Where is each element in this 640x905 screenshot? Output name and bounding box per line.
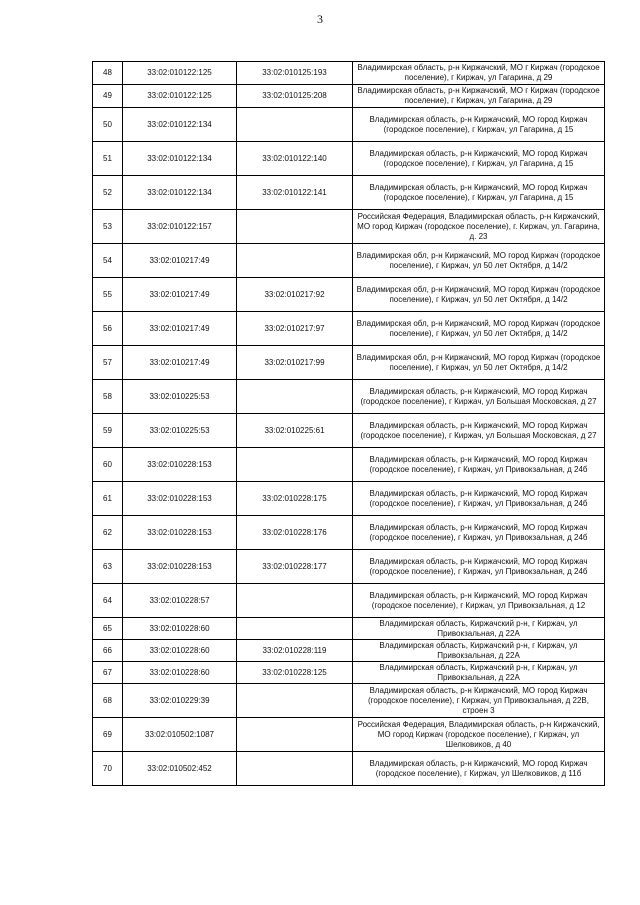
row-number-cell: 70 xyxy=(93,752,123,786)
parent-cadastral-number-cell: 33:02:010228:153 xyxy=(123,448,237,482)
table-row xyxy=(93,414,605,448)
row-number-cell: 54 xyxy=(93,244,123,278)
address-cell: Владимирская обл, р-н Киржачский, МО город Киржач (городское поселение), г Киржач, ул 50 лет Октября, д 14/2 xyxy=(353,312,605,346)
table-row xyxy=(93,516,605,550)
parent-cadastral-number-cell: 33:02:010122:125 xyxy=(123,85,237,108)
address-cell: Владимирская область, Киржачский р-н, г Киржач, ул Привокзальная, д 22А xyxy=(353,662,605,684)
row-number-cell: 51 xyxy=(93,142,123,176)
child-cadastral-number-cell xyxy=(237,684,353,718)
cadastral-table xyxy=(92,61,605,786)
child-cadastral-number-cell: 33:02:010228:125 xyxy=(237,662,353,684)
address-cell: Владимирская область, р-н Киржачский, МО город Киржач (городское поселение), г Киржач, ул Гагарина, д 15 xyxy=(353,108,605,142)
parent-cadastral-number-cell: 33:02:010228:153 xyxy=(123,516,237,550)
child-cadastral-number-cell xyxy=(237,618,353,640)
row-number-cell: 55 xyxy=(93,278,123,312)
row-number-cell: 61 xyxy=(93,482,123,516)
address-cell: Владимирская область, р-н Киржачский, МО город Киржач (городское поселение), г Киржач, ул Привокзальная, д 24б xyxy=(353,516,605,550)
table-row xyxy=(93,550,605,584)
child-cadastral-number-cell: 33:02:010122:140 xyxy=(237,142,353,176)
address-cell: Владимирская область, р-н Киржачский, МО город Киржач (городское поселение), г Киржач, ул Привокзальная, д 24б xyxy=(353,550,605,584)
address-cell: Владимирская область, р-н Киржачский, МО г Киржач (городское поселение), г Киржач, ул Гагарина, д 29 xyxy=(353,62,605,85)
row-number-cell: 52 xyxy=(93,176,123,210)
parent-cadastral-number-cell: 33:02:010229:39 xyxy=(123,684,237,718)
parent-cadastral-number-cell: 33:02:010122:134 xyxy=(123,142,237,176)
table-row xyxy=(93,62,605,85)
table-row xyxy=(93,618,605,640)
parent-cadastral-number-cell: 33:02:010225:53 xyxy=(123,380,237,414)
parent-cadastral-number-cell: 33:02:010217:49 xyxy=(123,346,237,380)
parent-cadastral-number-cell: 33:02:010228:153 xyxy=(123,550,237,584)
row-number-cell: 65 xyxy=(93,618,123,640)
table-row xyxy=(93,684,605,718)
child-cadastral-number-cell: 33:02:010217:97 xyxy=(237,312,353,346)
child-cadastral-number-cell xyxy=(237,752,353,786)
address-cell: Российская Федерация, Владимирская область, р-н Киржачский, МО город Киржач (городское поселение), г. Киржач, ул. Гагарина, д. 23 xyxy=(353,210,605,244)
child-cadastral-number-cell: 33:02:010228:177 xyxy=(237,550,353,584)
parent-cadastral-number-cell: 33:02:010122:125 xyxy=(123,62,237,85)
table-row xyxy=(93,278,605,312)
table-row xyxy=(93,482,605,516)
table-row xyxy=(93,346,605,380)
address-cell: Владимирская область, р-н Киржачский, МО город Киржач (городское поселение), г Киржач, ул Большая Московская, д 27 xyxy=(353,380,605,414)
child-cadastral-number-cell xyxy=(237,108,353,142)
address-cell: Владимирская область, Киржачский р-н, г Киржач, ул Привокзальная, д 22А xyxy=(353,640,605,662)
child-cadastral-number-cell: 33:02:010225:61 xyxy=(237,414,353,448)
address-cell: Владимирская область, р-н Киржачский, МО город Киржач (городское поселение), г Киржач, ул Гагарина, д 15 xyxy=(353,142,605,176)
parent-cadastral-number-cell: 33:02:010122:157 xyxy=(123,210,237,244)
table-row xyxy=(93,85,605,108)
row-number-cell: 50 xyxy=(93,108,123,142)
row-number-cell: 67 xyxy=(93,662,123,684)
table-row xyxy=(93,662,605,684)
parent-cadastral-number-cell: 33:02:010228:60 xyxy=(123,662,237,684)
row-number-cell: 62 xyxy=(93,516,123,550)
parent-cadastral-number-cell: 33:02:010217:49 xyxy=(123,278,237,312)
parent-cadastral-number-cell: 33:02:010228:60 xyxy=(123,640,237,662)
address-cell: Владимирская обл, р-н Киржачский, МО город Киржач (городское поселение), г Киржач, ул 50 лет Октября, д 14/2 xyxy=(353,244,605,278)
parent-cadastral-number-cell: 33:02:010122:134 xyxy=(123,108,237,142)
row-number-cell: 66 xyxy=(93,640,123,662)
child-cadastral-number-cell: 33:02:010125:208 xyxy=(237,85,353,108)
table-row xyxy=(93,448,605,482)
row-number-cell: 69 xyxy=(93,718,123,752)
child-cadastral-number-cell: 33:02:010125:193 xyxy=(237,62,353,85)
row-number-cell: 63 xyxy=(93,550,123,584)
parent-cadastral-number-cell: 33:02:010502:1087 xyxy=(123,718,237,752)
address-cell: Владимирская обл, р-н Киржачский, МО город Киржач (городское поселение), г Киржач, ул 50 лет Октября, д 14/2 xyxy=(353,346,605,380)
child-cadastral-number-cell xyxy=(237,244,353,278)
table-row xyxy=(93,108,605,142)
child-cadastral-number-cell: 33:02:010228:119 xyxy=(237,640,353,662)
address-cell: Владимирская обл, р-н Киржачский, МО город Киржач (городское поселение), г Киржач, ул 50 лет Октября, д 14/2 xyxy=(353,278,605,312)
table-row xyxy=(93,142,605,176)
table-row xyxy=(93,380,605,414)
child-cadastral-number-cell xyxy=(237,448,353,482)
parent-cadastral-number-cell: 33:02:010228:60 xyxy=(123,618,237,640)
parent-cadastral-number-cell: 33:02:010502:452 xyxy=(123,752,237,786)
child-cadastral-number-cell: 33:02:010217:99 xyxy=(237,346,353,380)
parent-cadastral-number-cell: 33:02:010217:49 xyxy=(123,244,237,278)
table-row xyxy=(93,176,605,210)
address-cell: Владимирская область, р-н Киржачский, МО город Киржач (городское поселение), г Киржач, ул Шелковиков, д 11б xyxy=(353,752,605,786)
child-cadastral-number-cell xyxy=(237,584,353,618)
row-number-cell: 60 xyxy=(93,448,123,482)
child-cadastral-number-cell: 33:02:010122:141 xyxy=(237,176,353,210)
address-cell: Владимирская область, р-н Киржачский, МО город Киржач (городское поселение), г Киржач, ул Привокзальная, д 24б xyxy=(353,448,605,482)
address-cell: Владимирская область, р-н Киржачский, МО город Киржач (городское поселение), г Киржач, ул Гагарина, д 15 xyxy=(353,176,605,210)
row-number-cell: 53 xyxy=(93,210,123,244)
row-number-cell: 56 xyxy=(93,312,123,346)
table-row xyxy=(93,584,605,618)
parent-cadastral-number-cell: 33:02:010228:153 xyxy=(123,482,237,516)
row-number-cell: 58 xyxy=(93,380,123,414)
row-number-cell: 57 xyxy=(93,346,123,380)
row-number-cell: 49 xyxy=(93,85,123,108)
child-cadastral-number-cell: 33:02:010228:175 xyxy=(237,482,353,516)
address-cell: Владимирская область, р-н Киржачский, МО город Киржач (городское поселение), г Киржач, ул Привокзальная, д 24б xyxy=(353,482,605,516)
parent-cadastral-number-cell: 33:02:010225:53 xyxy=(123,414,237,448)
parent-cadastral-number-cell: 33:02:010217:49 xyxy=(123,312,237,346)
child-cadastral-number-cell: 33:02:010217:92 xyxy=(237,278,353,312)
table-row xyxy=(93,752,605,786)
address-cell: Владимирская область, р-н Киржачский, МО город Киржач (городское поселение), г Киржач, ул Большая Московская, д 27 xyxy=(353,414,605,448)
table-row xyxy=(93,244,605,278)
table-row xyxy=(93,640,605,662)
parent-cadastral-number-cell: 33:02:010122:134 xyxy=(123,176,237,210)
child-cadastral-number-cell xyxy=(237,718,353,752)
child-cadastral-number-cell: 33:02:010228:176 xyxy=(237,516,353,550)
table-row xyxy=(93,210,605,244)
row-number-cell: 48 xyxy=(93,62,123,85)
table-row xyxy=(93,718,605,752)
page-number: 3 xyxy=(317,12,323,26)
row-number-cell: 59 xyxy=(93,414,123,448)
row-number-cell: 68 xyxy=(93,684,123,718)
address-cell: Российская Федерация, Владимирская область, р-н Киржачский, МО город Киржач (городское поселение), г Киржач, ул Шелковиков, д 40 xyxy=(353,718,605,752)
address-cell: Владимирская область, р-н Киржачский, МО г Киржач (городское поселение), г Киржач, ул Гагарина, д 29 xyxy=(353,85,605,108)
parent-cadastral-number-cell: 33:02:010228:57 xyxy=(123,584,237,618)
address-cell: Владимирская область, р-н Киржачский, МО город Киржач (городское поселение), г Киржач, ул Привокзальная, д 12 xyxy=(353,584,605,618)
child-cadastral-number-cell xyxy=(237,380,353,414)
child-cadastral-number-cell xyxy=(237,210,353,244)
address-cell: Владимирская область, р-н Киржачский, МО город Киржач (городское поселение), г Киржач, ул Привокзальная, д 22В, строен 3 xyxy=(353,684,605,718)
address-cell: Владимирская область, Киржачский р-н, г Киржач, ул Привокзальная, д 22А xyxy=(353,618,605,640)
table-row xyxy=(93,312,605,346)
row-number-cell: 64 xyxy=(93,584,123,618)
cadastral-table-body xyxy=(93,62,605,786)
